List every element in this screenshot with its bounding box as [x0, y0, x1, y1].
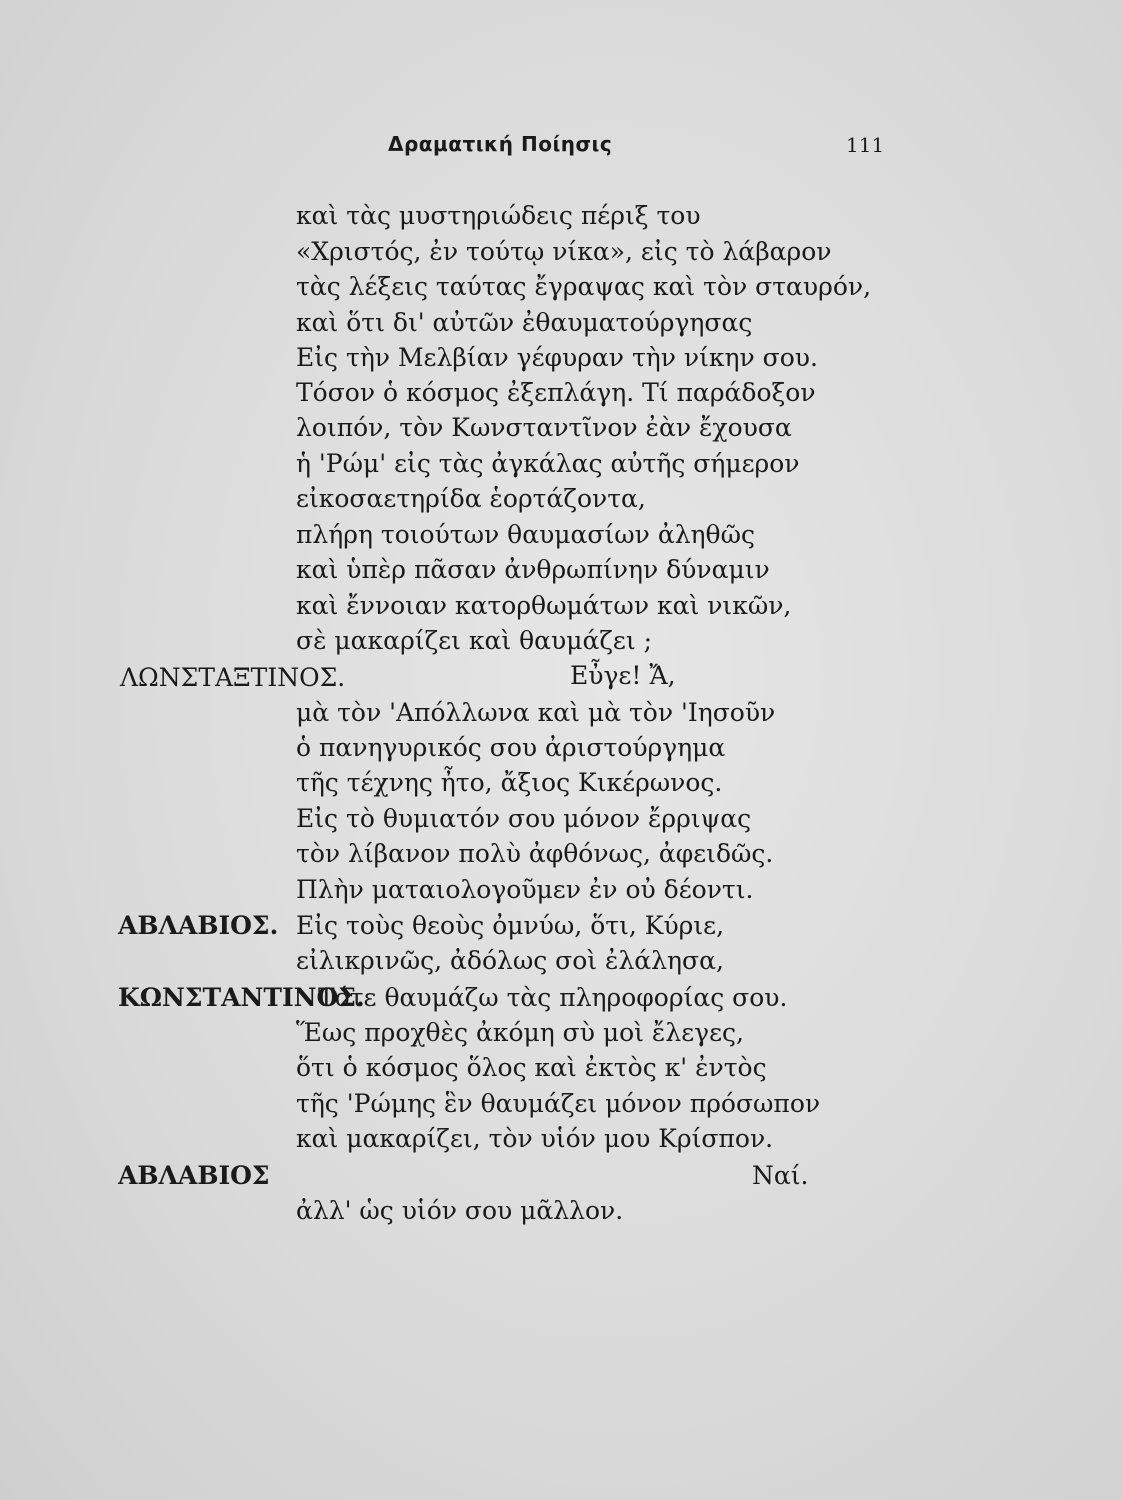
verse-line: Ἕως προχθὲς ἀκόμη σὺ μοὶ ἔλεγες, [296, 1018, 744, 1047]
verse-line: σὲ μακαρίζει καὶ θαυμάζει ; [296, 626, 653, 655]
verse-line: λοιπόν, τὸν Κωνσταντῖνον ἐὰν ἔχουσα [296, 413, 792, 442]
verse-line: εἰλικρινῶς, ἀδόλως σοὶ ἐλάλησα, [296, 946, 724, 975]
verse-line: τῆς 'Ρώμης ἓν θαυμάζει μόνον πρόσωπον [296, 1089, 821, 1118]
page-number: 111 [846, 133, 885, 157]
verse-line: Τόσον ὁ κόσμος ἐξεπλάγη. Τί παράδοξον [296, 378, 816, 407]
verse-line: τὰς λέξεις ταύτας ἔγραψας καὶ τὸν σταυρόν, [296, 272, 872, 301]
verse-line: ὁ πανηγυρικός σου ἀριστούργημα [296, 733, 726, 762]
verse-line: καὶ ὅτι δι' αὐτῶν ἐθαυματούργησας [296, 308, 753, 337]
verse-line: τὸν λίβανον πολὺ ἀφθόνως, ἀφειδῶς. [296, 839, 774, 868]
verse-line: Εὖγε! Ἄ, [570, 661, 676, 690]
verse-line: πλήρη τοιούτων θαυμασίων ἀληθῶς [296, 520, 755, 549]
verse-line: ἡ 'Ρώμ' εἰς τὰς ἀγκάλας αὐτῆς σήμερον [296, 449, 800, 478]
speaker-name: ΚΩΝΣΤΑΝΤΙΝΟΣ. [118, 983, 365, 1012]
verse-line: καὶ ἔννοιαν κατορθωμάτων καὶ νικῶν, [296, 591, 792, 620]
verse-line: ὅτι ὁ κόσμος ὅλος καὶ ἐκτὸς κ' ἐντὸς [296, 1053, 767, 1082]
verse-line: καὶ ὑπὲρ πᾶσαν ἀνθρωπίνην δύναμιν [296, 555, 770, 584]
verse-line: τῆς τέχνης ἦτο, ἄξιος Κικέρωνος. [296, 768, 723, 797]
verse-line: Ναί. [752, 1161, 809, 1190]
verse-line: καὶ τὰς μυστηριώδεις πέριξ του [296, 201, 701, 230]
verse-line: καὶ μακαρίζει, τὸν υἱόν μου Κρίσπον. [296, 1124, 774, 1153]
verse-line: Πλὴν ματαιολογοῦμεν ἐν οὐ δέοντι. [296, 875, 754, 904]
speaker-name: ΑΒΛΑΒΙΟΣ. [118, 911, 279, 940]
verse-line: Εἰς τοὺς θεοὺς ὀμνύω, ὅτι, Κύριε, [296, 911, 725, 940]
verse-line: Εἰς τὸ θυμιατόν σου μόνον ἔρριψας [296, 804, 752, 833]
verse-line: εἰκοσαετηρίδα ἑορτάζοντα, [296, 484, 646, 513]
verse-line: Εἰς τὴν Μελβίαν γέφυραν τὴν νίκην σου. [296, 343, 818, 372]
speaker-name: ΛΩΝΣΤΑΞΤΙΝΟΣ. [120, 663, 346, 692]
verse-line: «Χριστός, ἐν τούτῳ νίκα», εἰς τὸ λάβαρον [296, 237, 832, 266]
running-title: Δραματική Ποίησις [388, 132, 613, 156]
verse-line: μὰ τὸν 'Απόλλωνα καὶ μὰ τὸν 'Ιησοῦν [296, 698, 776, 727]
verse-line: Τότε θαυμάζω τὰς πληροφορίας σου. [318, 983, 788, 1012]
speaker-name: ΑΒΛΑΒΙΟΣ [118, 1161, 270, 1190]
verse-line: ἀλλ' ὡς υἱόν σου μᾶλλον. [296, 1196, 624, 1225]
